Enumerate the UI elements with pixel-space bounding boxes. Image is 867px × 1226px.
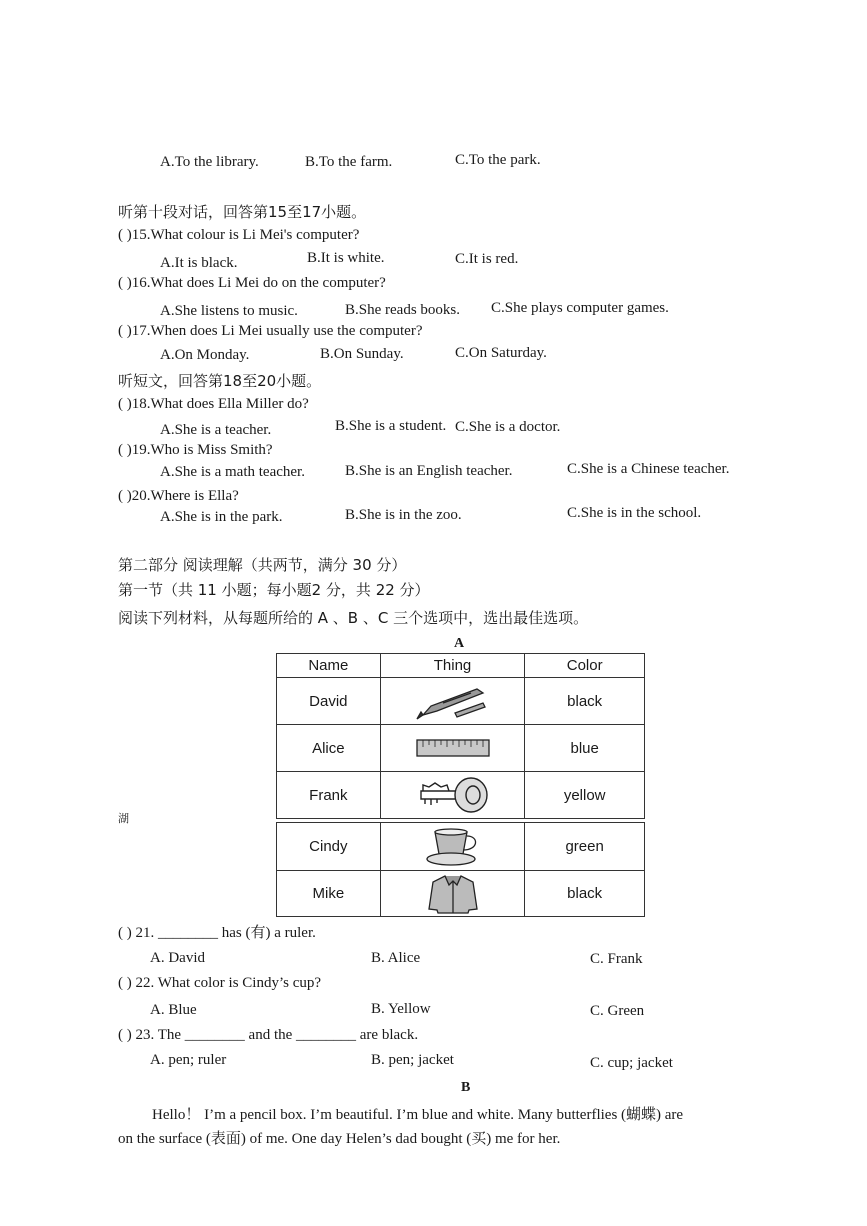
- short-passage-heading: 听短文，回答第18至20小题。: [118, 372, 322, 390]
- row-color: yellow: [525, 772, 645, 819]
- header-thing: Thing: [380, 654, 525, 678]
- q21-option-a: A. David: [150, 950, 205, 966]
- table-row: [277, 871, 645, 917]
- items-table-top: [276, 653, 645, 819]
- q20-option-a: A.She is in the park.: [160, 509, 283, 525]
- q19-option-a: A.She is a math teacher.: [160, 464, 305, 480]
- section10-heading: 听第十段对话，回答第15至17小题。: [118, 203, 367, 221]
- passage-b-line-1: Hello！ I’m a pencil box. I’m beautiful. I’m blue and white. Many butterflies (蝴蝶) are: [152, 1107, 684, 1123]
- reading-instructions: 阅读下列材料，从每题所给的 A 、B 、C 三个选项中，选出最佳选项。: [118, 609, 589, 627]
- q17-option-c: C.On Saturday.: [455, 345, 547, 361]
- ruler-icon: [415, 737, 491, 759]
- row-thing: [380, 823, 525, 871]
- q15-option-a: A.It is black.: [160, 255, 238, 271]
- header-name: Name: [277, 654, 381, 678]
- row-thing: [380, 871, 525, 917]
- q20-option-b: B.She is in the zoo.: [345, 507, 462, 523]
- row-color: black: [525, 871, 645, 917]
- q19-option-c: C.She is a Chinese teacher.: [567, 461, 730, 477]
- section-one-heading: 第一节（共 11 小题；每小题2 分，共 22 分）: [118, 581, 430, 599]
- question-18: ( )18.What does Ella Miller do?: [118, 396, 309, 412]
- part-two-heading: 第二部分 阅读理解（共两节，满分 30 分）: [118, 556, 407, 574]
- q14-option-a: A.To the library.: [160, 154, 259, 170]
- row-name: Alice: [277, 725, 381, 772]
- items-table-bottom: [276, 822, 645, 917]
- q22-option-c: C. Green: [590, 1003, 645, 1019]
- row-thing: [380, 725, 525, 772]
- q16-option-a: A.She listens to music.: [160, 303, 298, 319]
- question-20: ( )20.Where is Ella?: [118, 488, 239, 504]
- q16-option-c: C.She plays computer games.: [491, 300, 669, 316]
- q22-option-b: B. Yellow: [371, 1001, 431, 1017]
- question-19: ( )19.Who is Miss Smith?: [118, 442, 273, 458]
- q14-option-c: C.To the park.: [455, 152, 541, 168]
- q23-option-a: A. pen; ruler: [150, 1052, 227, 1068]
- q21-option-b: B. Alice: [371, 950, 421, 966]
- question-15: ( )15.What colour is Li Mei's computer?: [118, 227, 360, 243]
- passage-a-title: A: [454, 636, 465, 651]
- table-row: [277, 678, 645, 725]
- q18-option-a: A.She is a teacher.: [160, 422, 272, 438]
- passage-b-line-2: on the surface (表面) of me. One day Helen’s dad bought (买) me for her.: [118, 1131, 561, 1147]
- header-color: Color: [525, 654, 645, 678]
- q15-option-b: B.It is white.: [307, 250, 385, 266]
- row-thing: [380, 772, 525, 819]
- row-thing: [380, 678, 525, 725]
- q17-option-b: B.On Sunday.: [320, 346, 404, 362]
- table-row: [277, 823, 645, 871]
- key-icon: [415, 774, 491, 816]
- q21-option-c: C. Frank: [590, 951, 643, 967]
- cup-icon: [423, 826, 483, 868]
- table-header-row: [277, 654, 645, 678]
- row-name: David: [277, 678, 381, 725]
- row-name: Mike: [277, 871, 381, 917]
- row-color: black: [525, 678, 645, 725]
- q19-option-b: B.She is an English teacher.: [345, 463, 513, 479]
- q16-option-b: B.She reads books.: [345, 302, 460, 318]
- jacket-icon: [427, 873, 479, 915]
- question-22: ( ) 22. What color is Cindy’s cup?: [118, 975, 322, 991]
- table-row: [277, 725, 645, 772]
- q20-option-c: C.She is in the school.: [567, 505, 702, 521]
- question-17: ( )17.When does Li Mei usually use the computer?: [118, 323, 423, 339]
- question-16: ( )16.What does Li Mei do on the computer?: [118, 275, 386, 291]
- q17-option-a: A.On Monday.: [160, 347, 250, 363]
- margin-character: 湖: [118, 812, 129, 825]
- q15-option-c: C.It is red.: [455, 251, 519, 267]
- q22-option-a: A. Blue: [150, 1002, 197, 1018]
- q18-option-b: B.She is a student.: [335, 418, 447, 434]
- question-21: ( ) 21. ________ has (有) a ruler.: [118, 925, 316, 941]
- row-color: green: [525, 823, 645, 871]
- table-row: [277, 772, 645, 819]
- q23-option-b: B. pen; jacket: [371, 1052, 454, 1068]
- passage-b-title: B: [461, 1080, 471, 1095]
- row-name: Frank: [277, 772, 381, 819]
- row-color: blue: [525, 725, 645, 772]
- question-23: ( ) 23. The ________ and the ________ are black.: [118, 1027, 419, 1043]
- q18-option-c: C.She is a doctor.: [455, 419, 561, 435]
- q23-option-c: C. cup; jacket: [590, 1055, 673, 1071]
- q14-option-b: B.To the farm.: [305, 154, 393, 170]
- row-name: Cindy: [277, 823, 381, 871]
- pen-icon: [415, 681, 491, 721]
